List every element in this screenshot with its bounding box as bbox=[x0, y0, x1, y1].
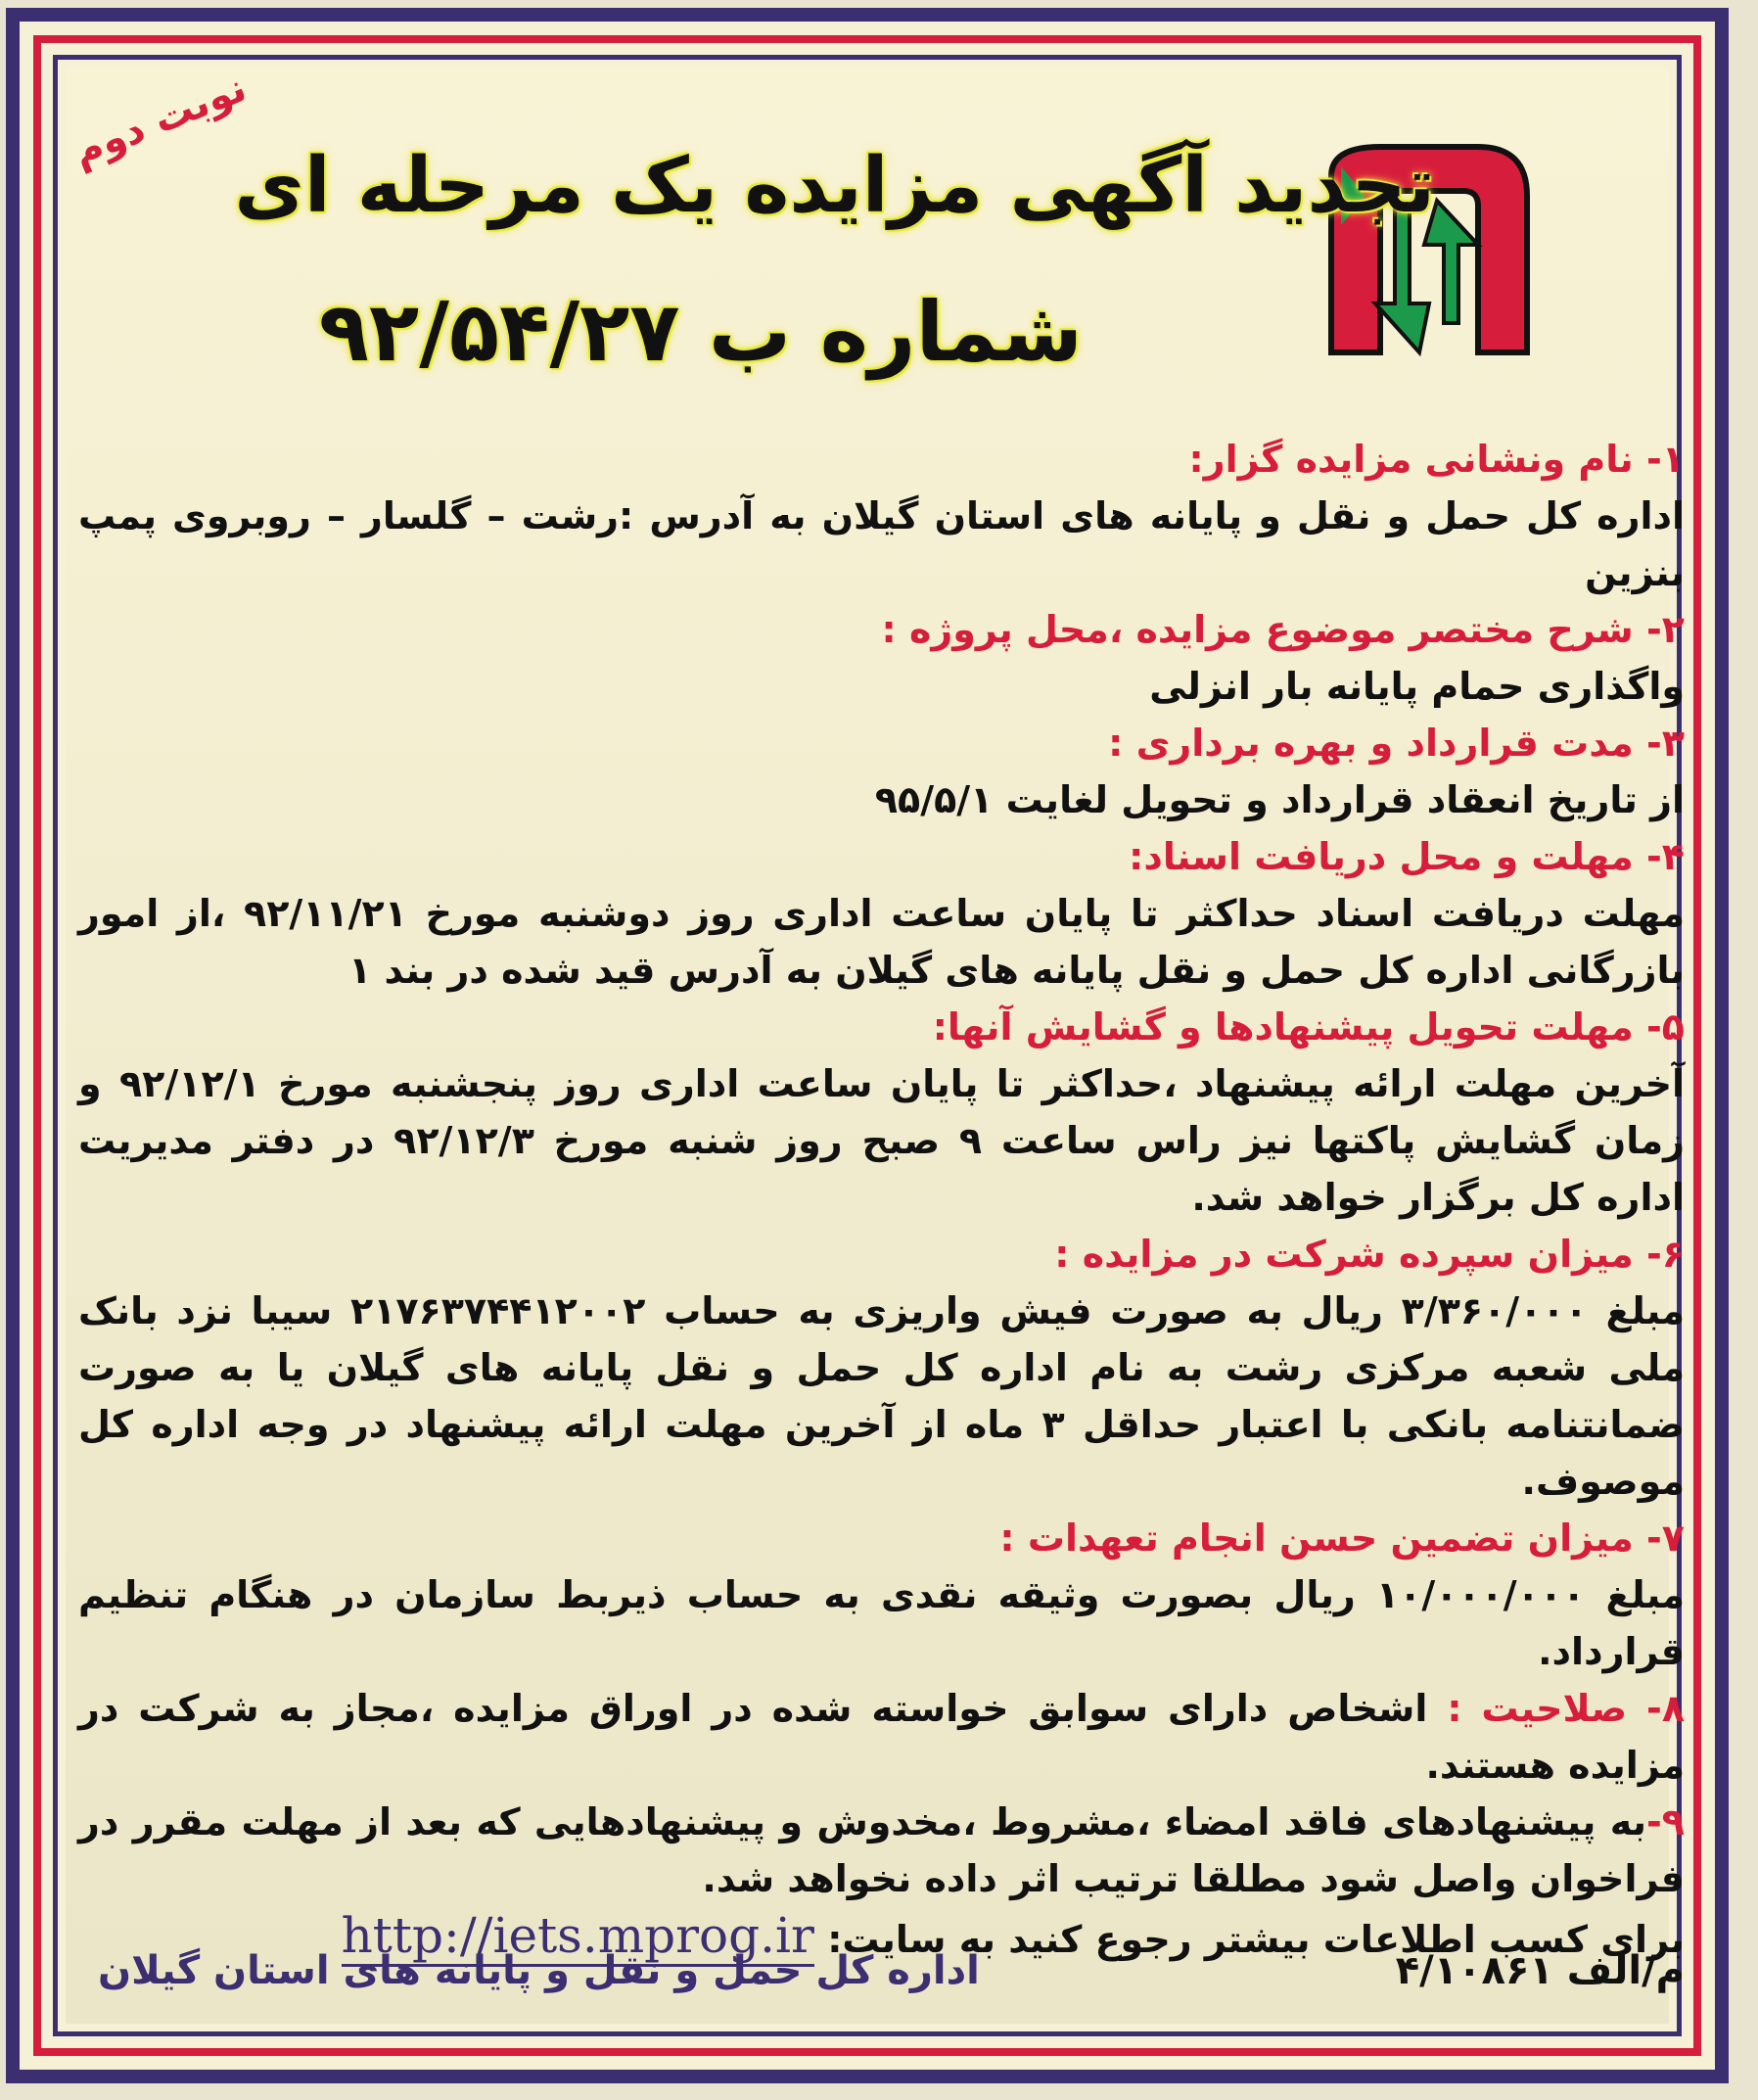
notice-title: تجدید آگهی مزایده یک مرحله ای bbox=[234, 142, 1435, 230]
section-8 bbox=[78, 1680, 1685, 1794]
notice-number: شماره ب ۹۲/۵۴/۲۷ bbox=[318, 284, 1083, 380]
section-heading: ۵- مهلت تحویل پیشنهادها و گشایش آنها: bbox=[932, 1005, 1685, 1049]
section-body: مهلت دریافت اسناد حداکثر تا پایان ساعت اداری روز دوشنبه مورخ ۹۲/۱۱/۲۱ ،از امور بازرگانی اداره کل حمل و نقل پایانه های گیلان به آدرس قید شده در بند ۱ bbox=[78, 892, 1685, 992]
section-body: واگذاری حمام پایانه بار انزلی bbox=[1149, 665, 1685, 708]
section-body: اداره کل حمل و نقل و پایانه های استان گیلان به آدرس :رشت – گلسار – روبروی پمپ بنزین bbox=[78, 494, 1685, 594]
section-body: از تاریخ انعقاد قرارداد و تحویل لغایت ۹۵/۵/۱ bbox=[874, 778, 1685, 821]
section-heading: ۱- نام ونشانی مزایده گزار: bbox=[1188, 438, 1685, 481]
reference-number: م/الف ۴/۱۰۸۶۱ bbox=[1395, 1948, 1685, 1993]
section-3 bbox=[78, 715, 1685, 828]
second-publication-stamp: نوبت دوم bbox=[67, 65, 253, 176]
section-2 bbox=[78, 601, 1685, 715]
section-7 bbox=[78, 1510, 1685, 1680]
section-1 bbox=[78, 431, 1685, 601]
organization-signature: اداره کل حمل و نقل و پایانه های استان گیلان bbox=[98, 1948, 980, 1993]
section-heading: ۴- مهلت و محل دریافت اسناد: bbox=[1129, 835, 1685, 878]
notice-content bbox=[78, 431, 1685, 1968]
section-body: به پیشنهادهای فاقد امضاء ،مشروط ،مخدوش و پیشنهادهایی که بعد از مهلت مقرر در فراخوان واصل شود مطلقا ترتیب اثر داده نخواهد شد. bbox=[78, 1800, 1685, 1900]
section-4 bbox=[78, 828, 1685, 999]
section-9 bbox=[78, 1794, 1685, 1907]
section-heading: ۳- مدت قرارداد و بهره برداری : bbox=[1108, 722, 1685, 765]
section-body: مبلغ ۳/۳۶۰/۰۰۰ ریال به صورت فیش واریزی به حساب ۲۱۷۶۳۷۴۴۱۲۰۰۲ سیبا نزد بانک ملی شعبه مرکزی رشت به نام اداره کل حمل و نقل پایانه های گیلان یا به صورت ضمانتنامه بانکی با اعتبار حداقل ۳ ماه از آخرین مهلت ارائه پیشنهاد در وجه اداره کل موصوف. bbox=[78, 1289, 1686, 1503]
section-6 bbox=[78, 1226, 1685, 1510]
section-heading: ۶- میزان سپرده شرکت در مزایده : bbox=[1054, 1233, 1685, 1276]
section-body: مبلغ ۱۰/۰۰۰/۰۰۰ ریال بصورت وثیقه نقدی به حساب ذیربط سازمان در هنگام تنظیم قرارداد. bbox=[78, 1573, 1685, 1673]
website-link[interactable]: http://iets.mprog.ir bbox=[342, 1907, 814, 1967]
section-heading: ۷- میزان تضمین حسن انجام تعهدات : bbox=[999, 1517, 1685, 1560]
section-number: ۹- bbox=[1646, 1800, 1685, 1843]
section-5 bbox=[78, 999, 1685, 1226]
section-heading: ۸- صلاحیت : bbox=[1447, 1687, 1686, 1730]
section-body: اشخاص دارای سوابق خواسته شده در اوراق مزایده ،مجاز به شرکت در مزایده هستند. bbox=[78, 1687, 1685, 1787]
section-heading: ۲- شرح مختصر موضوع مزایده ،محل پروژه : bbox=[881, 608, 1685, 651]
section-body: آخرین مهلت ارائه پیشنهاد ،حداکثر تا پایان ساعت اداری روز پنجشنبه مورخ ۹۲/۱۲/۱ و زمان گشایش پاکتها نیز راس ساعت ۹ صبح روز شنبه مورخ ۹۲/۱۲/۳ در دفتر مدیریت اداره کل برگزار خواهد شد. bbox=[78, 1062, 1685, 1219]
more-info-text: برای کسب اطلاعات بیشتر رجوع کنید به سایت: bbox=[827, 1918, 1685, 1961]
